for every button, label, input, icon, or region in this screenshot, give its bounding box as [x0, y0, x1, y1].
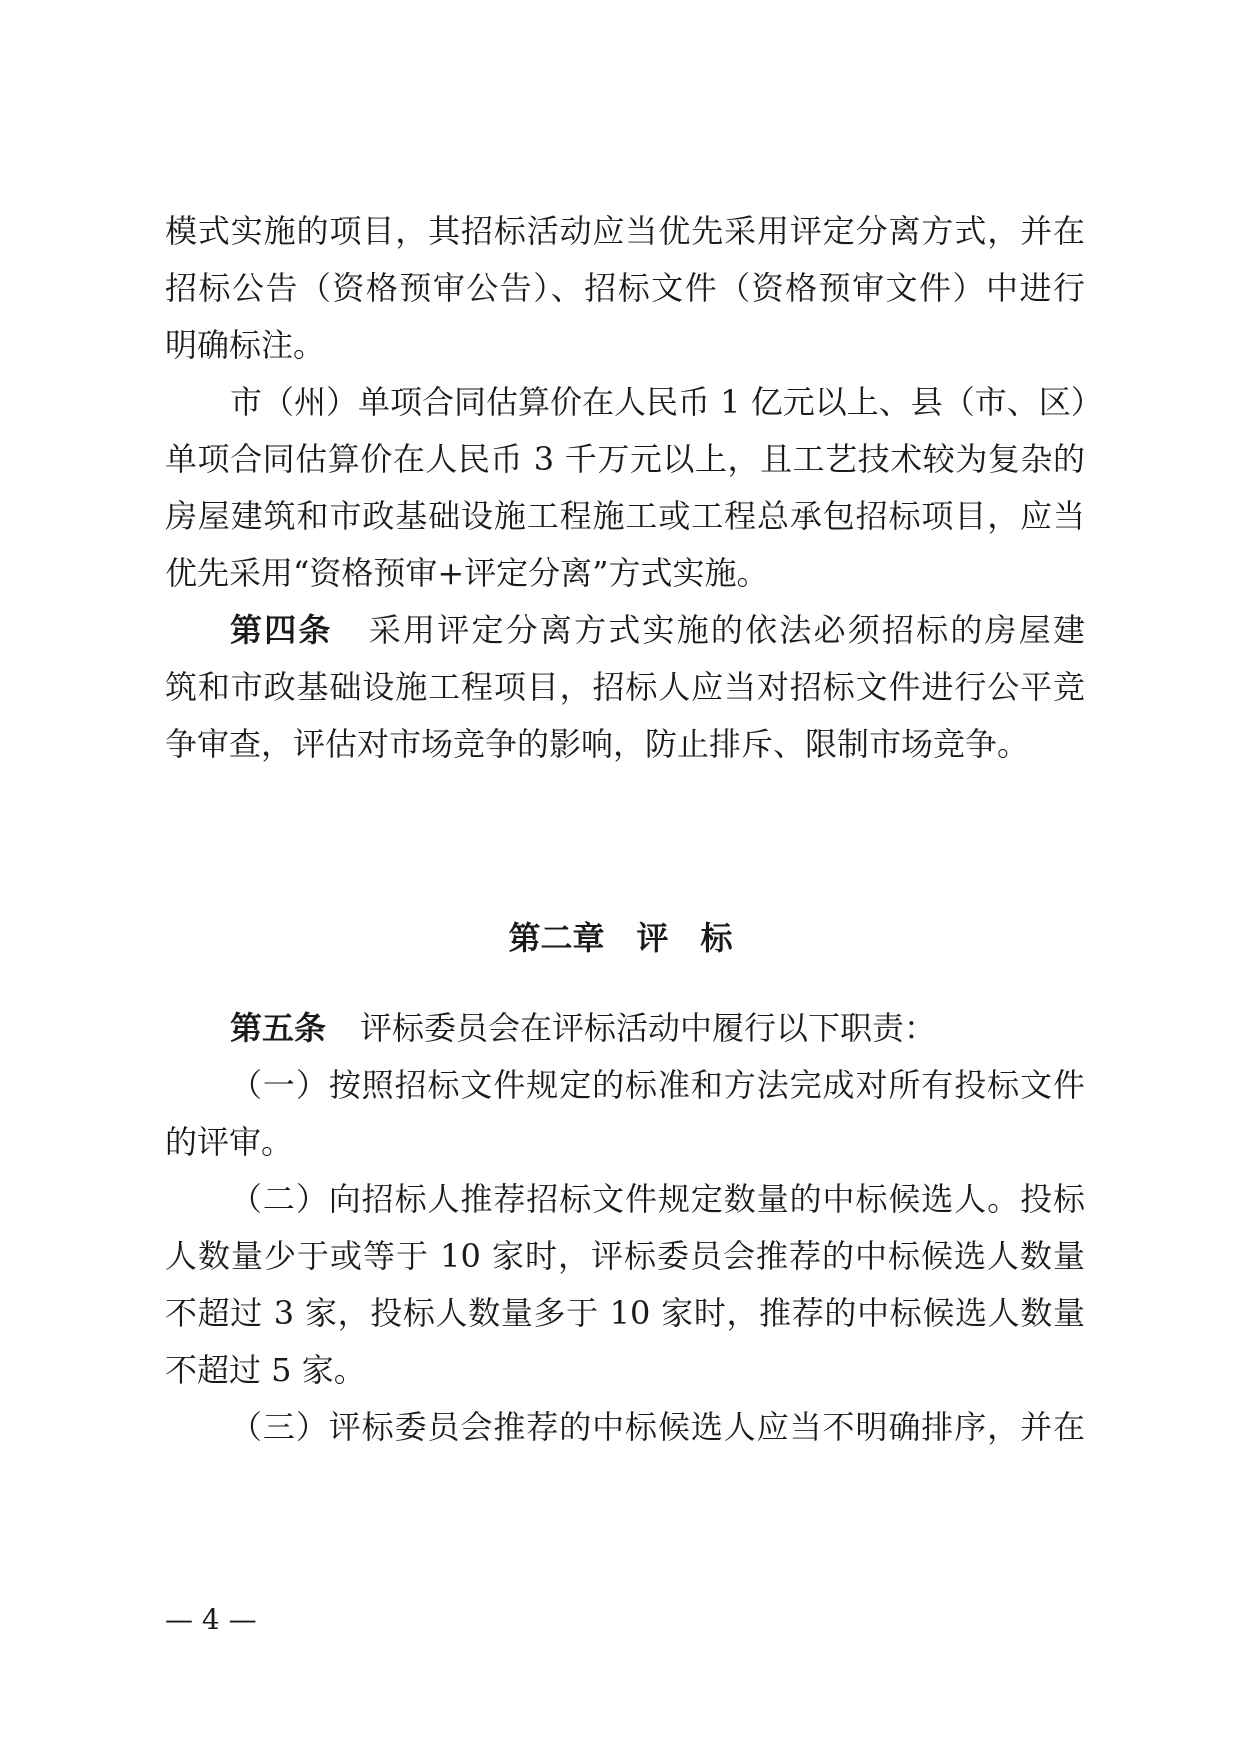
- paragraph-2-line-3: 房屋建筑和市政基础设施工程施工或工程总承包招标项目，应当: [165, 497, 1085, 535]
- paragraph-1-line-2: 招标公告（资格预审公告）、招标文件（资格预审文件）中进行: [165, 269, 1085, 307]
- article-5-item-1-line-1: （一）按照招标文件规定的标准和方法完成对所有投标文件: [230, 1066, 1085, 1104]
- article-4-text-1: 采用评定分离方式实施的依法必须招标的房屋建: [366, 611, 1085, 649]
- article-4-line-2: 筑和市政基础设施工程项目，招标人应当对招标文件进行公平竞: [165, 668, 1085, 706]
- chapter-heading: 第二章 评 标: [508, 919, 733, 957]
- article-5-item-3-line-1: （三）评标委员会推荐的中标候选人应当不明确排序，并在: [230, 1408, 1085, 1446]
- paragraph-1-line-3: 明确标注。: [165, 326, 326, 364]
- article-5-item-2-line-4: 不超过 5 家。: [165, 1351, 366, 1389]
- article-5-heading: 第五条: [230, 1009, 327, 1047]
- article-5-item-1-line-2: 的评审。: [165, 1123, 294, 1161]
- article-5-line-1: [230, 1004, 1085, 1052]
- article-4-line-1: [230, 606, 1085, 654]
- article-5-item-2-line-1: （二）向招标人推荐招标文件规定数量的中标候选人。投标: [230, 1180, 1085, 1218]
- article-4-heading: 第四条: [230, 611, 333, 649]
- page-number: — 4 —: [165, 1603, 257, 1636]
- article-5-item-2-line-3: 不超过 3 家，投标人数量多于 10 家时，推荐的中标候选人数量: [165, 1294, 1085, 1332]
- article-5-item-2-line-2: 人数量少于或等于 10 家时，评标委员会推荐的中标候选人数量: [165, 1237, 1085, 1275]
- article-5-intro: 评标委员会在评标活动中履行以下职责：: [360, 1009, 937, 1047]
- paragraph-2-line-2: 单项合同估算价在人民币 3 千万元以上，且工艺技术较为复杂的: [165, 440, 1085, 478]
- paragraph-2-line-4: 优先采用“资格预审+评定分离”方式实施。: [165, 554, 769, 592]
- article-4-line-3: 争审查，评估对市场竞争的影响，防止排斥、限制市场竞争。: [165, 725, 1030, 763]
- paragraph-2-line-1: 市（州）单项合同估算价在人民币 1 亿元以上、县（市、区）: [230, 383, 1103, 421]
- paragraph-1-line-1: 模式实施的项目，其招标活动应当优先采用评定分离方式，并在: [165, 212, 1085, 250]
